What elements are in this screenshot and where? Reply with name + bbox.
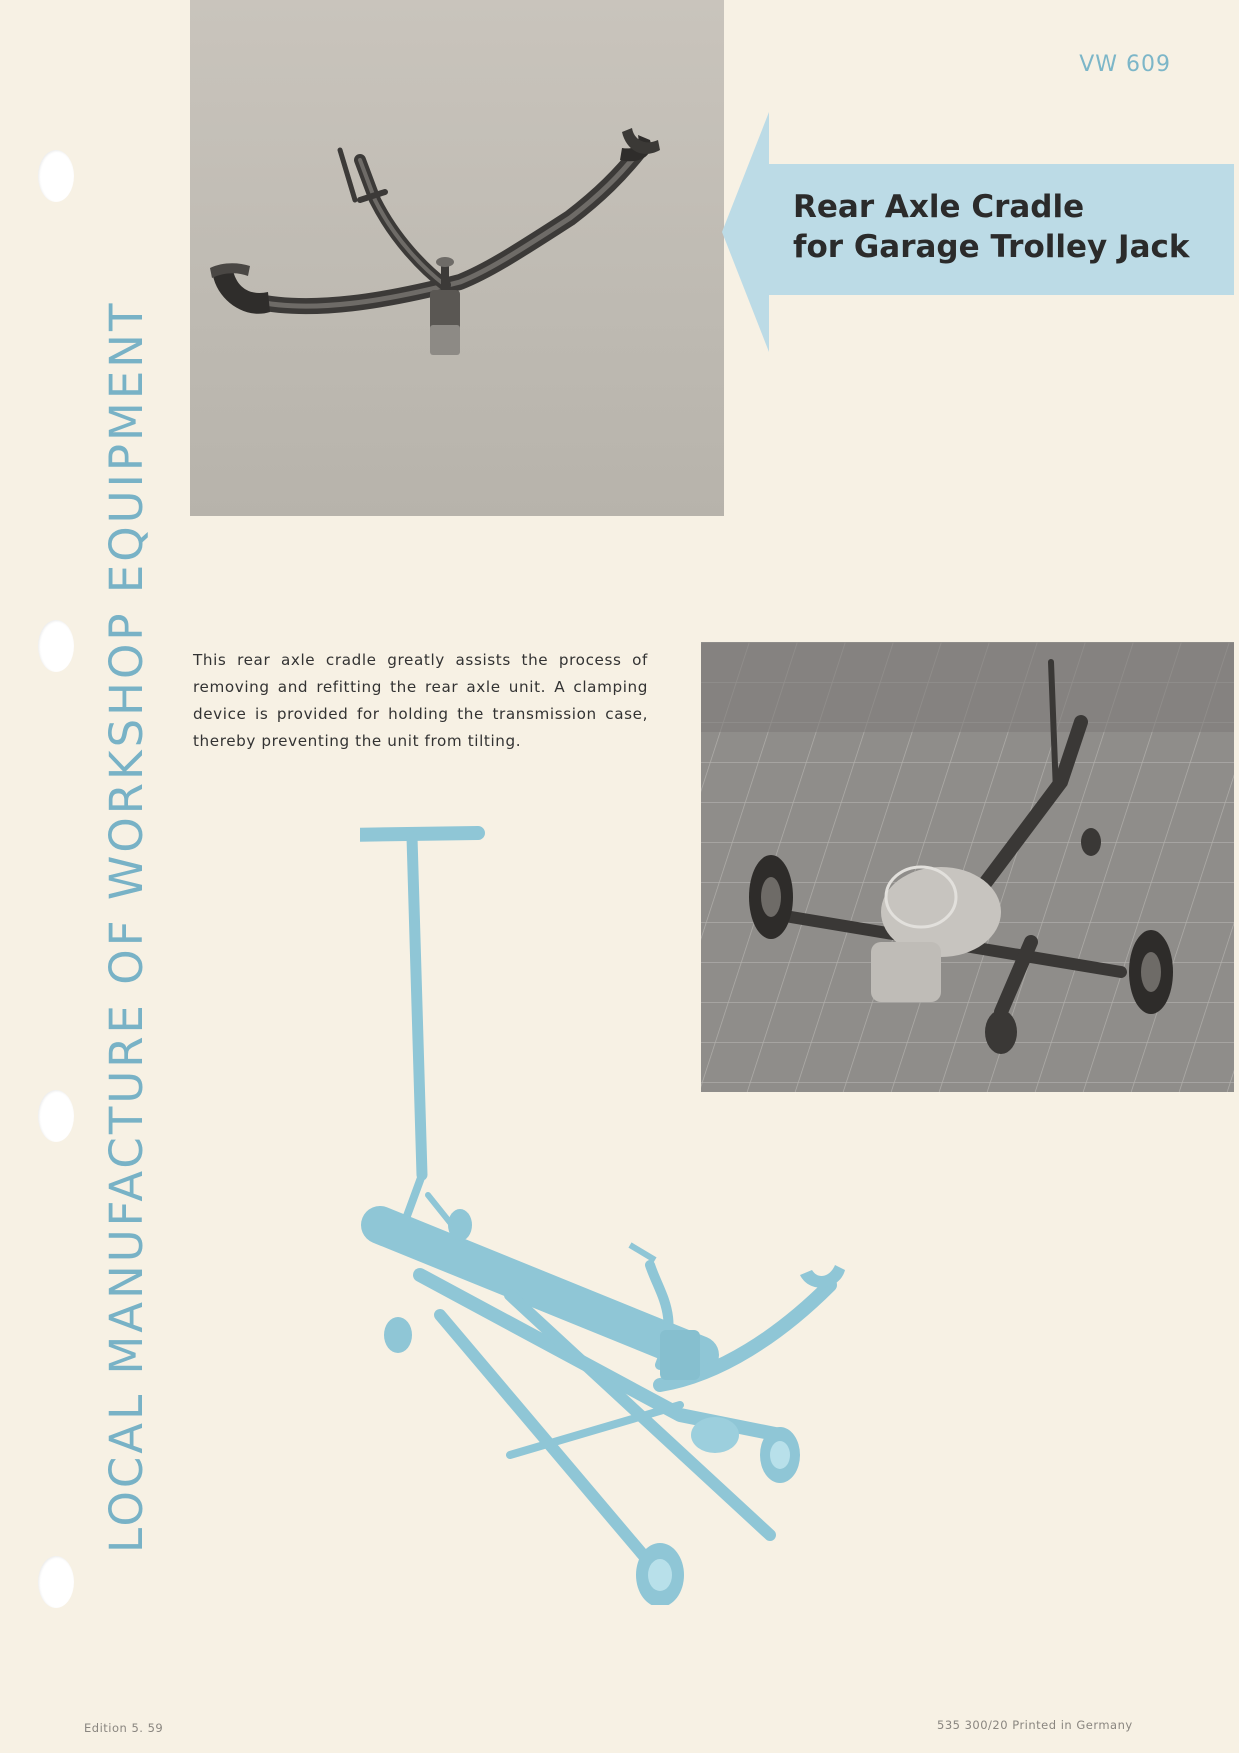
cradle-photo — [190, 0, 724, 516]
punch-hole — [38, 1090, 74, 1142]
series-title: LOCAL MANUFACTURE OF WORKSHOP EQUIPMENT — [100, 300, 153, 1553]
cradle-drawing — [190, 0, 724, 516]
punch-hole — [38, 1556, 74, 1608]
print-info: 535 300/20 Printed in Germany — [937, 1718, 1133, 1732]
punch-hole — [38, 620, 74, 672]
page-title-line-2: for Garage Trolley Jack — [793, 229, 1190, 265]
page-title-line-1: Rear Axle Cradle — [793, 189, 1085, 225]
description-text: This rear axle cradle greatly assists the process of removing and refitting the rear axle unit. A clamping device is provided for holding the transmission case, thereby preventing the unit from tilting. — [193, 651, 648, 751]
trolley-jack-illustration — [360, 815, 980, 1605]
punch-hole — [38, 150, 74, 202]
document-number: VW 609 — [1079, 52, 1171, 77]
edition-label: Edition 5. 59 — [84, 1721, 164, 1735]
